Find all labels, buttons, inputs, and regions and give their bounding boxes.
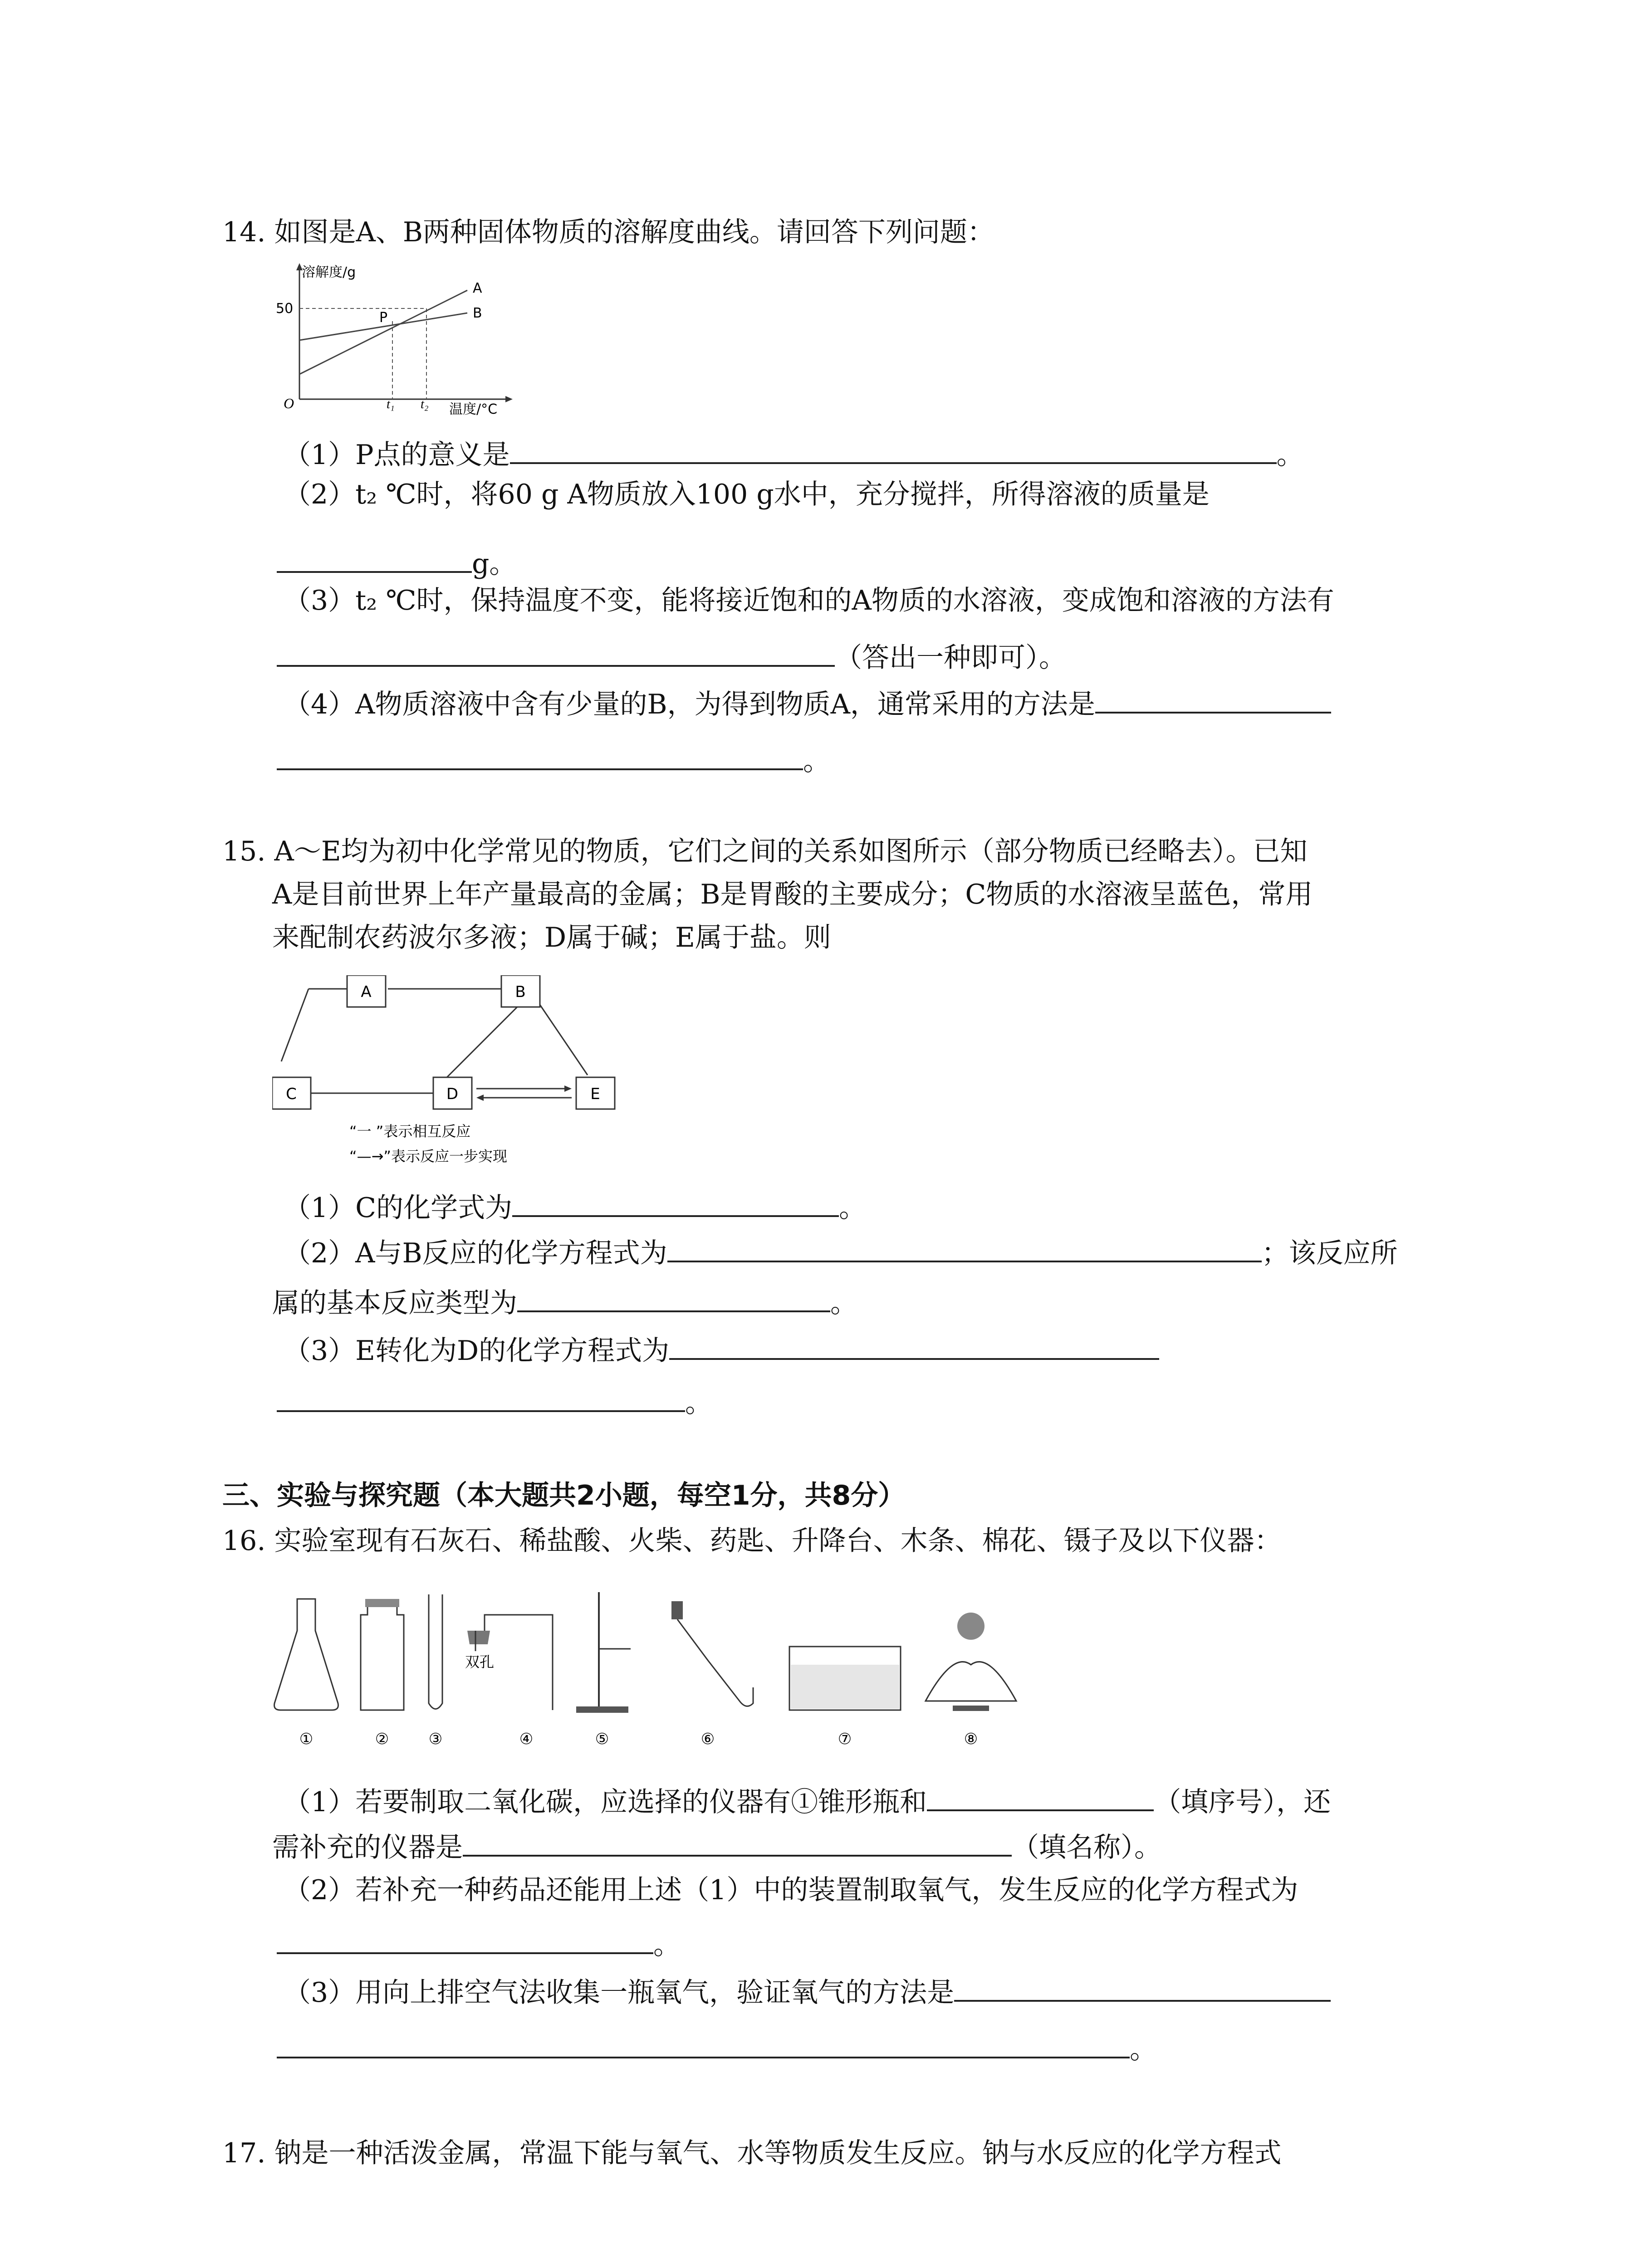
q15-part2-line1 (284, 1232, 1398, 1270)
q14-part3-line2 (277, 636, 1066, 674)
q16-num-8: ⑧ (964, 1730, 978, 1748)
q15-link-a-c (281, 989, 309, 1061)
q15-part3-line1 (284, 1329, 1159, 1367)
q14-part3-line1: （3）t₂ ℃时，保持温度不变，能将接近饱和的A物质的水溶液，变成饱和溶液的方法有 (284, 585, 1334, 616)
q15-part3-blank-a[interactable] (669, 1329, 1159, 1360)
q15-stem-line2: A是目前世界上年产量最高的金属；B是胃酸的主要成分；C物质的水溶液呈蓝色，常用 (272, 879, 1313, 910)
test-tube-icon (429, 1594, 442, 1709)
q14-x-arrow (505, 396, 513, 402)
q15-node-e: E (590, 1085, 600, 1103)
q14-point-p: P (379, 310, 388, 326)
q16-part2-end: 。 (653, 1929, 681, 1961)
q14-curve-b-label: B (473, 305, 482, 321)
q14-part2-end: g。 (472, 548, 517, 580)
q17-stem: 17. 钠是一种活泼金属，常温下能与氧气、水等物质发生反应。钠与水反应的化学方程式 (222, 2137, 1282, 2169)
q15-part3-text: （3）E转化为D的化学方程式为 (284, 1335, 670, 1367)
delivery-tube-icon (485, 1615, 553, 1710)
q15-part1-text: （1）C的化学式为 (284, 1192, 513, 1224)
q15-part1-blank[interactable] (512, 1186, 839, 1217)
q15-part3-line2 (277, 1381, 712, 1419)
q15-arrowhead-d (476, 1095, 484, 1101)
q16-apparatus (272, 1588, 1053, 1774)
q15-stem-line1: 15. A～E均为初中化学常见的物质，它们之间的关系如图所示（部分物质已经略去）。已知 (222, 836, 1308, 867)
q15-part2-text: （2）A与B反应的化学方程式为 (284, 1237, 667, 1269)
q14-t2-label: t₂ (421, 397, 429, 411)
q15-part2-blank-b[interactable] (517, 1281, 830, 1312)
q14-t1-label: t₁ (387, 397, 395, 411)
q14-part4-line1 (284, 683, 1331, 721)
q15-part2-line2 (272, 1281, 857, 1320)
q16-num-2: ② (375, 1730, 389, 1748)
q15-stem-line3: 来配制农药波尔多液；D属于碱；E属于盐。则 (272, 922, 831, 953)
q14-ylabel: 溶解度/g (302, 264, 356, 280)
q14-part4-end: 。 (803, 745, 830, 777)
q14-part1 (284, 433, 1304, 471)
q14-curve-a (299, 290, 467, 374)
q16-part1-line1 (284, 1780, 1331, 1818)
q15-part3-blank-b[interactable] (277, 1381, 685, 1412)
q14-part4-line2 (277, 739, 830, 777)
conical-flask-icon (274, 1599, 338, 1710)
single-hole-stopper-icon (671, 1601, 683, 1619)
q15-node-b: B (515, 983, 526, 1001)
q15-link-b-d (447, 1005, 519, 1077)
q15-part3-end: 。 (685, 1387, 712, 1419)
q14-stem: 14. 如图是A、B两种固体物质的溶解度曲线。请回答下列问题： (222, 216, 994, 248)
trough-water-icon (791, 1665, 899, 1709)
q16-num-4: ④ (519, 1730, 534, 1748)
q14-ytick-50: 50 (276, 301, 294, 317)
q15-node-a: A (361, 983, 372, 1001)
q16-num-3: ③ (428, 1730, 443, 1748)
q16-part3-line2 (277, 2028, 1157, 2066)
q14-part3-end: （答出一种即可）。 (835, 642, 1066, 674)
q16-part3-line1 (284, 1971, 1331, 2009)
q16-part2-line1: （2）若补充一种药品还能用上述（1）中的装置制取氧气，发生反应的化学方程式为 (284, 1874, 1298, 1906)
q14-part4-blank-b[interactable] (277, 739, 803, 770)
gas-bottle-icon (361, 1606, 404, 1710)
q16-part2-blank[interactable] (277, 1923, 653, 1954)
q15-arrowhead-e (564, 1085, 572, 1092)
q16-part3-blank-a[interactable] (954, 1971, 1331, 2002)
bent-tube-icon (677, 1619, 753, 1706)
q16-part3-blank-b[interactable] (277, 2028, 1130, 2058)
q16-part1-mid: （填序号），还 (1154, 1786, 1331, 1818)
q16-part3-text: （3）用向上排空气法收集一瓶氧气，验证氧气的方法是 (284, 1977, 955, 2009)
q14-part2-line2 (277, 542, 516, 580)
q16-part1-text: （1）若要制取二氧化碳，应选择的仪器有①锥形瓶和 (284, 1786, 927, 1818)
q14-part4-text: （4）A物质溶液中含有少量的B，为得到物质A，通常采用的方法是 (284, 689, 1095, 720)
alcohol-lamp-base-icon (953, 1706, 989, 1711)
q14-xlabel: 温度/°C (449, 401, 498, 417)
q15-legend-react: “一 ”表示相互反应 (349, 1123, 471, 1140)
alcohol-lamp-icon (926, 1662, 1016, 1701)
q14-part1-blank[interactable] (510, 433, 1277, 464)
q16-num-7: ⑦ (838, 1730, 852, 1748)
q16-part1-line2 (272, 1826, 1161, 1864)
q16-stem: 16. 实验室现有石灰石、稀盐酸、火柴、药匙、升降台、木条、棉花、镊子及以下仪器： (222, 1525, 1282, 1557)
q14-part3-blank[interactable] (277, 636, 835, 667)
q14-part1-text: （1）P点的意义是 (284, 439, 510, 471)
q16-num-6: ⑥ (700, 1730, 715, 1748)
q16-num-5: ⑤ (595, 1730, 609, 1748)
q15-part2-mid: ；该反应所 (1261, 1237, 1398, 1269)
q14-origin: O (284, 395, 294, 411)
q16-part1-blank-b[interactable] (463, 1826, 1012, 1857)
q15-part2-text-b: 属的基本反应类型为 (272, 1287, 517, 1319)
q16-part3-end: 。 (1130, 2033, 1157, 2065)
q15-part1 (284, 1186, 866, 1224)
q15-node-c: C (286, 1085, 297, 1103)
q15-legend-convert: “—→”表示反应一步实现 (349, 1148, 507, 1165)
q14-part2-line1: （2）t₂ ℃时，将60 g A物质放入100 g水中，充分搅拌，所得溶液的质量是 (284, 479, 1210, 510)
q14-part1-end: 。 (1276, 439, 1304, 471)
q15-link-b-e (540, 1005, 588, 1075)
double-hole-stopper-icon (467, 1631, 490, 1644)
q15-part2-end: 。 (830, 1287, 857, 1319)
q14-curve-a-label: A (473, 280, 482, 296)
q14-solubility-graph (254, 254, 535, 426)
q16-double-hole-label: 双孔 (465, 1653, 495, 1671)
q14-part4-blank-a[interactable] (1095, 683, 1331, 714)
q16-part2-line2 (277, 1923, 681, 1961)
glass-cover-icon (365, 1599, 399, 1607)
q16-part1-blank-a[interactable] (927, 1780, 1154, 1811)
section3-heading: 三、实验与探究题（本大题共2小题，每空1分，共8分） (222, 1480, 906, 1511)
lamp-cap-icon (957, 1613, 985, 1640)
q16-num-1: ① (299, 1730, 314, 1748)
q14-part2-blank[interactable] (277, 542, 472, 573)
q15-part1-end: 。 (839, 1192, 867, 1224)
q15-node-d: D (446, 1085, 459, 1103)
iron-stand-base-icon (576, 1706, 628, 1713)
q16-part1-text-b: 需补充的仪器是 (272, 1832, 463, 1863)
q15-part2-blank-a[interactable] (667, 1232, 1262, 1262)
q15-relation-diagram (272, 975, 626, 1179)
q16-part1-end: （填名称）。 (1012, 1832, 1161, 1863)
